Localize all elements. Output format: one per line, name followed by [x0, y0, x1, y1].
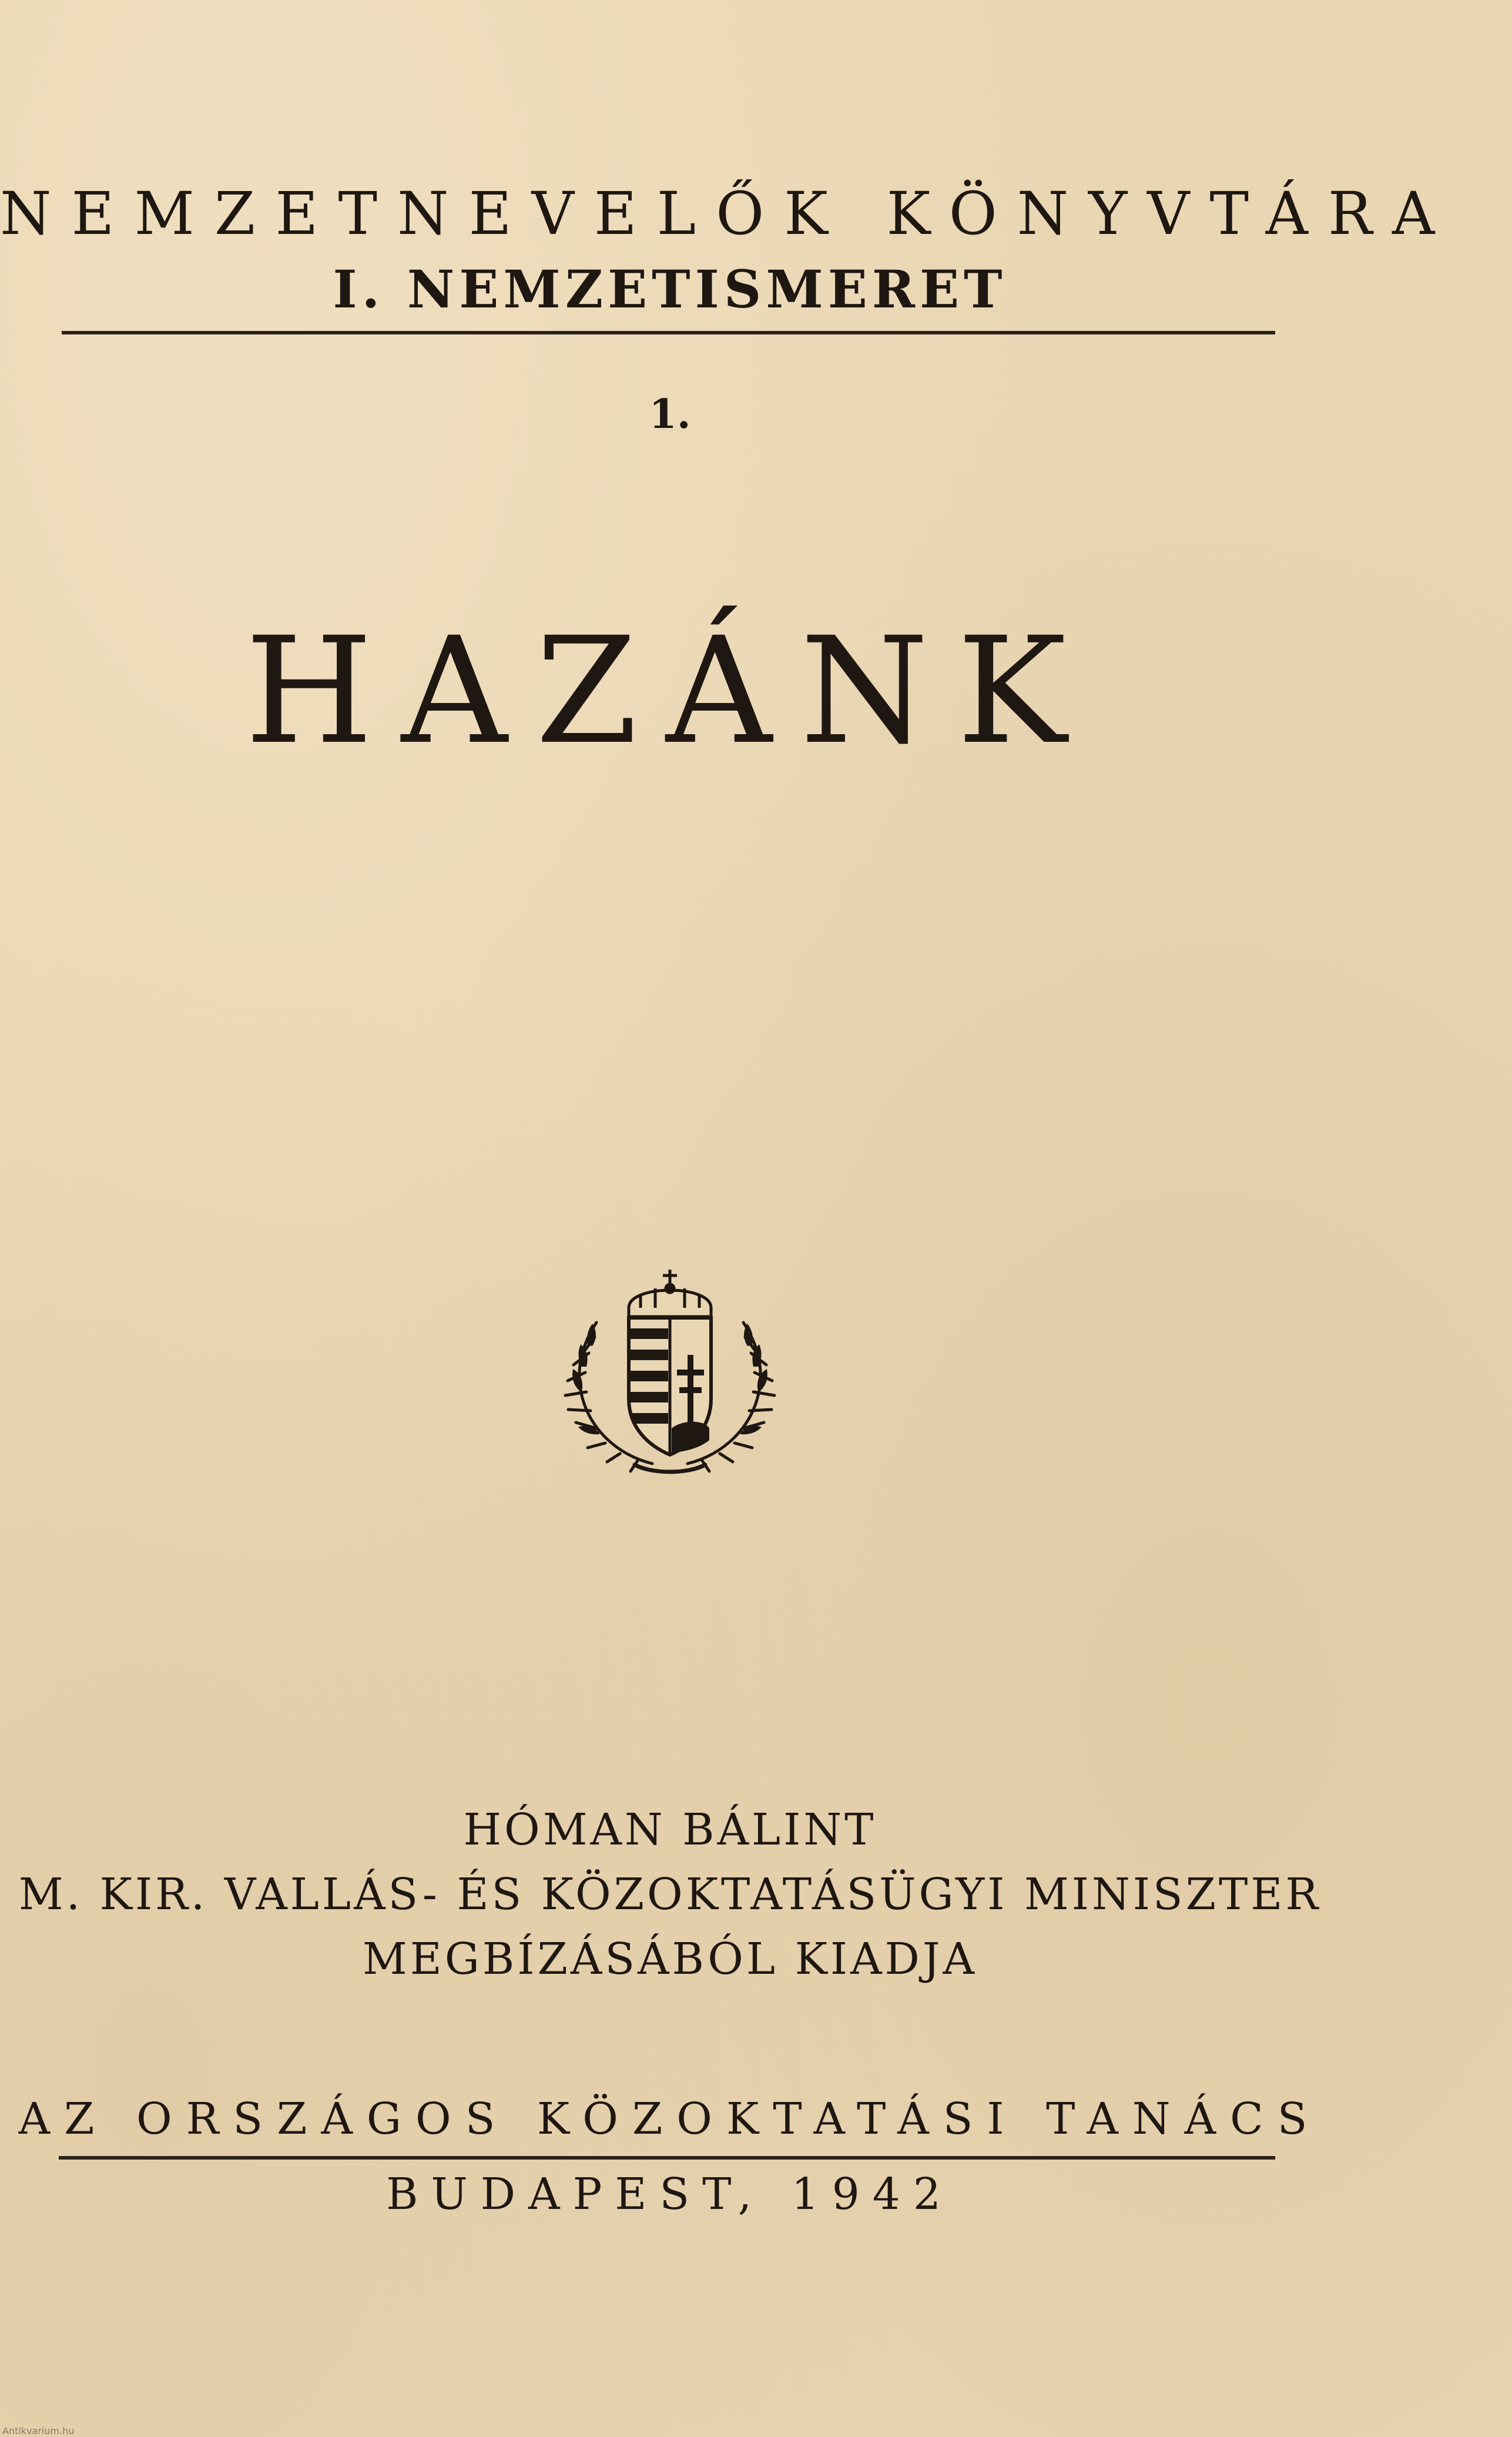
top-divider [62, 331, 1275, 334]
place-and-year: BUDAPEST, 1942 [386, 2169, 954, 2220]
editor-title: M. KIR. VALLÁS- ÉS KÖZOKTATÁSÜGYI MINISZTER [18, 1869, 1322, 1920]
book-title: HAZÁNK [244, 605, 1095, 776]
editor-name: HÓMAN BÁLINT [463, 1805, 877, 1855]
watermark: Antikvarium.hu [2, 2425, 75, 2436]
bottom-divider [59, 2156, 1275, 2160]
publisher-name: AZ ORSZÁGOS KÖZOKTATÁSI TANÁCS [18, 2094, 1322, 2144]
volume-number: 1. [649, 391, 691, 438]
series-subtitle: I. NEMZETISMERET [333, 259, 1007, 320]
hungarian-coat-of-arms-icon [563, 1252, 777, 1475]
editor-commission: MEGBÍZÁSÁBÓL KIADJA [363, 1934, 977, 1984]
series-title: NEMZETNEVELŐK KÖNYVTÁRA [0, 179, 1455, 248]
